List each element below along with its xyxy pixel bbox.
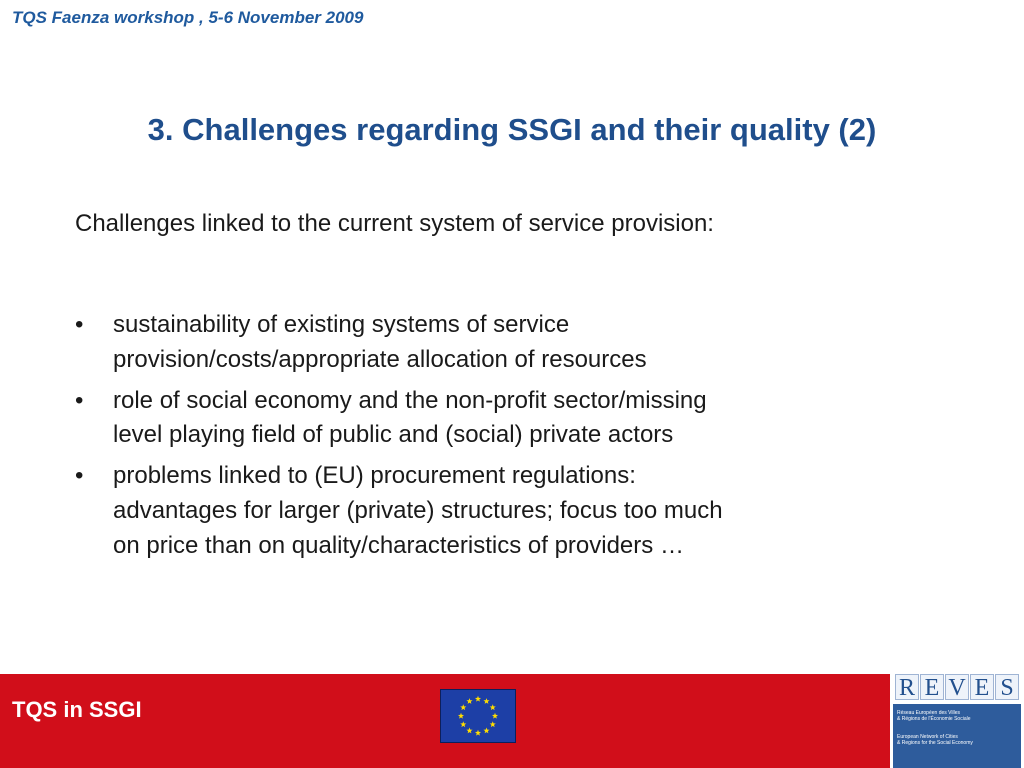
bullet-marker: • [75, 462, 84, 490]
reves-letter: R [895, 674, 919, 700]
reves-tagline: Réseau Européen des Villes [897, 710, 961, 716]
intro-text: Challenges linked to the current system of service provision: [75, 210, 714, 237]
bullet-line: provision/costs/appropriate allocation of resources [113, 345, 647, 373]
reves-wordmark [890, 674, 1024, 700]
bullet-marker: • [75, 386, 84, 414]
reves-letter: S [995, 674, 1019, 700]
eu-star [460, 721, 466, 727]
eu-star [492, 713, 498, 719]
eu-star [483, 728, 489, 734]
bullet-item [75, 308, 925, 378]
eu-star [490, 721, 496, 727]
bullet-marker: • [75, 311, 84, 338]
eu-flag-stars [441, 690, 515, 742]
bullet-line: on price than on quality/characteristics of providers … [113, 531, 684, 559]
reves-tagline: & Regions for the Social Economy [897, 740, 973, 746]
eu-star [483, 698, 489, 704]
eu-star [475, 730, 481, 736]
reves-letter: E [970, 674, 994, 700]
reves-letter: E [920, 674, 944, 700]
slide-title: 3. Challenges regarding SSGI and their quality (2) [147, 112, 877, 147]
eu-star [466, 728, 472, 734]
reves-tagline: & Régions de l'Économie Sociale [897, 716, 971, 722]
eu-star [475, 696, 481, 702]
reves-logo [890, 670, 1024, 768]
eu-star [466, 698, 472, 704]
eu-star [460, 704, 466, 710]
bullet-item [75, 384, 925, 454]
bullet-line: role of social economy and the non-profit sector/missing [113, 386, 707, 414]
bullet-item [75, 459, 925, 563]
bullet-line: sustainability of existing systems of service [113, 311, 570, 338]
reves-tagline: European Network of Cities [897, 734, 958, 740]
eu-star [490, 704, 496, 710]
eu-star [458, 713, 464, 719]
bullet-line: problems linked to (EU) procurement regulations: [113, 462, 636, 490]
reves-letter: V [945, 674, 969, 700]
bullet-line: advantages for larger (private) structures; focus too much [113, 496, 723, 524]
footer-label: TQS in SSGI [12, 697, 142, 722]
eu-flag-icon [440, 689, 516, 743]
bullet-list [75, 308, 925, 570]
header-note: TQS Faenza workshop , 5-6 November 2009 [12, 8, 364, 27]
reves-panel [893, 704, 1021, 768]
bullet-line: level playing field of public and (social) private actors [113, 421, 674, 449]
